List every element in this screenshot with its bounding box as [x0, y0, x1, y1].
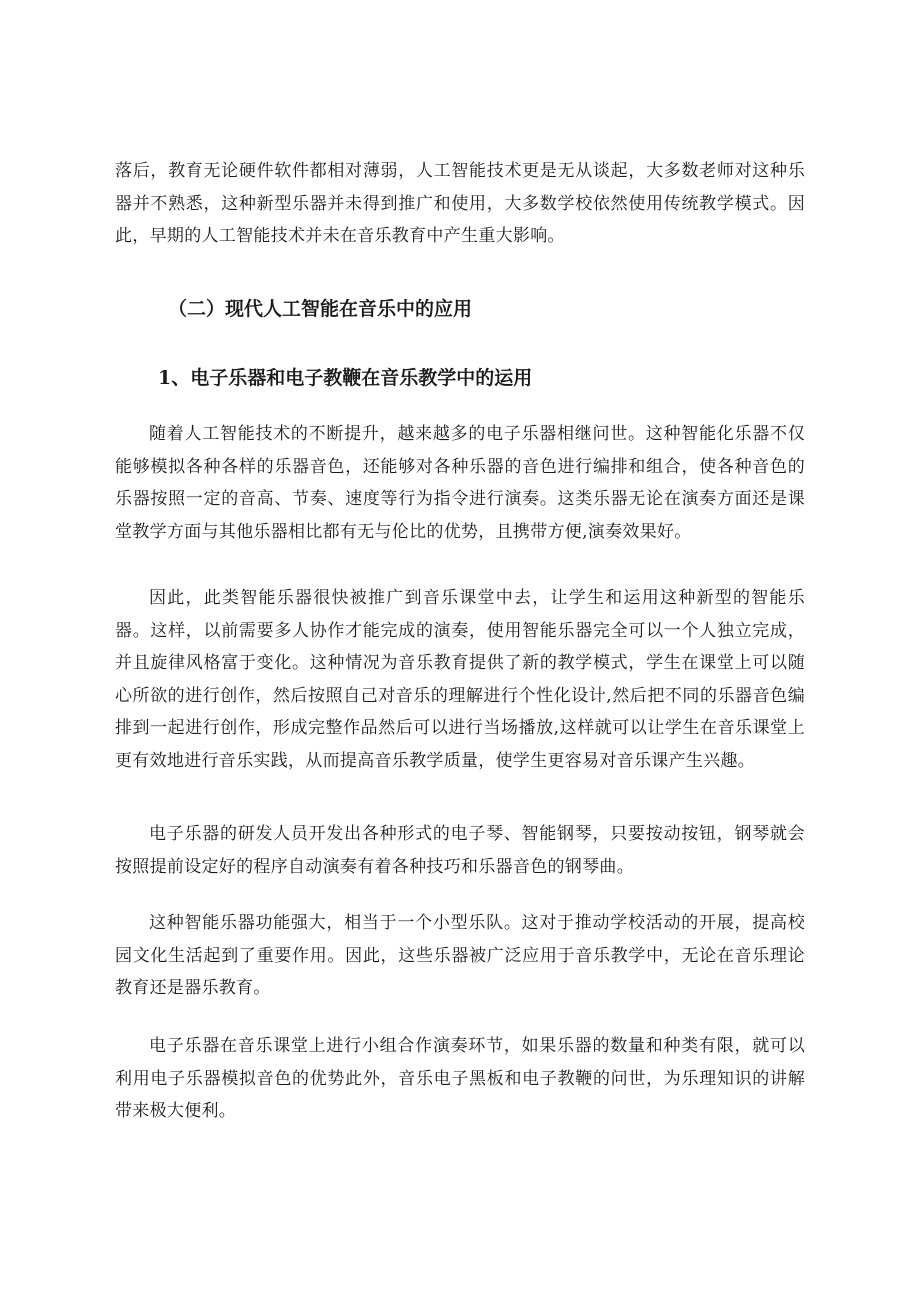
subsection-heading: 1、电子乐器和电子教鞭在音乐教学中的运用	[158, 367, 533, 389]
paragraph-2: 因此，此类智能乐器很快被推广到音乐课堂中去，让学生和运用这种新型的智能乐器。这样，以前需要多人协作才能完成的演奏，使用智能乐器完全可以一个人独立完成，并且旋律风格富于变化。这种情况为音乐教育提供了新的教学模式，学生在课堂上可以随心所欲的进行创作，然后按照自己对音乐的理解进行个性化设计,然后把不同的乐器音色编排到一起进行创作，形成完整作品然后可以进行当场播放,这样就可以让学生在音乐课堂上更有效地进行音乐实践，从而提高音乐教学质量，使学生更容易对音乐课产生兴趣。	[115, 588, 805, 771]
paragraph-5: 电子乐器在音乐课堂上进行小组合作演奏环节，如果乐器的数量和种类有限，就可以利用电子乐器模拟音色的优势此外，音乐电子黑板和电子教鞭的问世，为乐理知识的讲解带来极大便利。	[115, 1036, 805, 1121]
paragraph-continuation: 落后，教育无论硬件软件都相对薄弱，人工智能技术更是无从谈起，大多数老师对这种乐器并不熟悉，这种新型乐器并未得到推广和使用，大多数学校依然使用传统教学模式。因此，早期的人工智能技术并未在音乐教育中产生重大影响。	[115, 161, 805, 246]
paragraph-3: 电子乐器的研发人员开发出各种形式的电子琴、智能钢琴，只要按动按钮，钢琴就会按照提前设定好的程序自动演奏有着各种技巧和乐器音色的钢琴曲。	[115, 824, 805, 877]
section-heading: （二）现代人工智能在音乐中的应用	[168, 298, 473, 320]
paragraph-4: 这种智能乐器功能强大，相当于一个小型乐队。这对于推动学校活动的开展，提高校园文化生活起到了重要作用。因此，这些乐器被广泛应用于音乐教学中，无论在音乐理论教育还是器乐教育。	[115, 913, 805, 998]
paragraph-1: 随着人工智能技术的不断提升，越来越多的电子乐器相继问世。这种智能化乐器不仅能够模拟各种各样的乐器音色，还能够对各种乐器的音色进行编排和组合，使各种音色的乐器按照一定的音高、节奏、速度等行为指令进行演奏。这类乐器无论在演奏方面还是课堂教学方面与其他乐器相比都有无与伦比的优势，且携带方便,演奏效果好。	[115, 424, 805, 542]
